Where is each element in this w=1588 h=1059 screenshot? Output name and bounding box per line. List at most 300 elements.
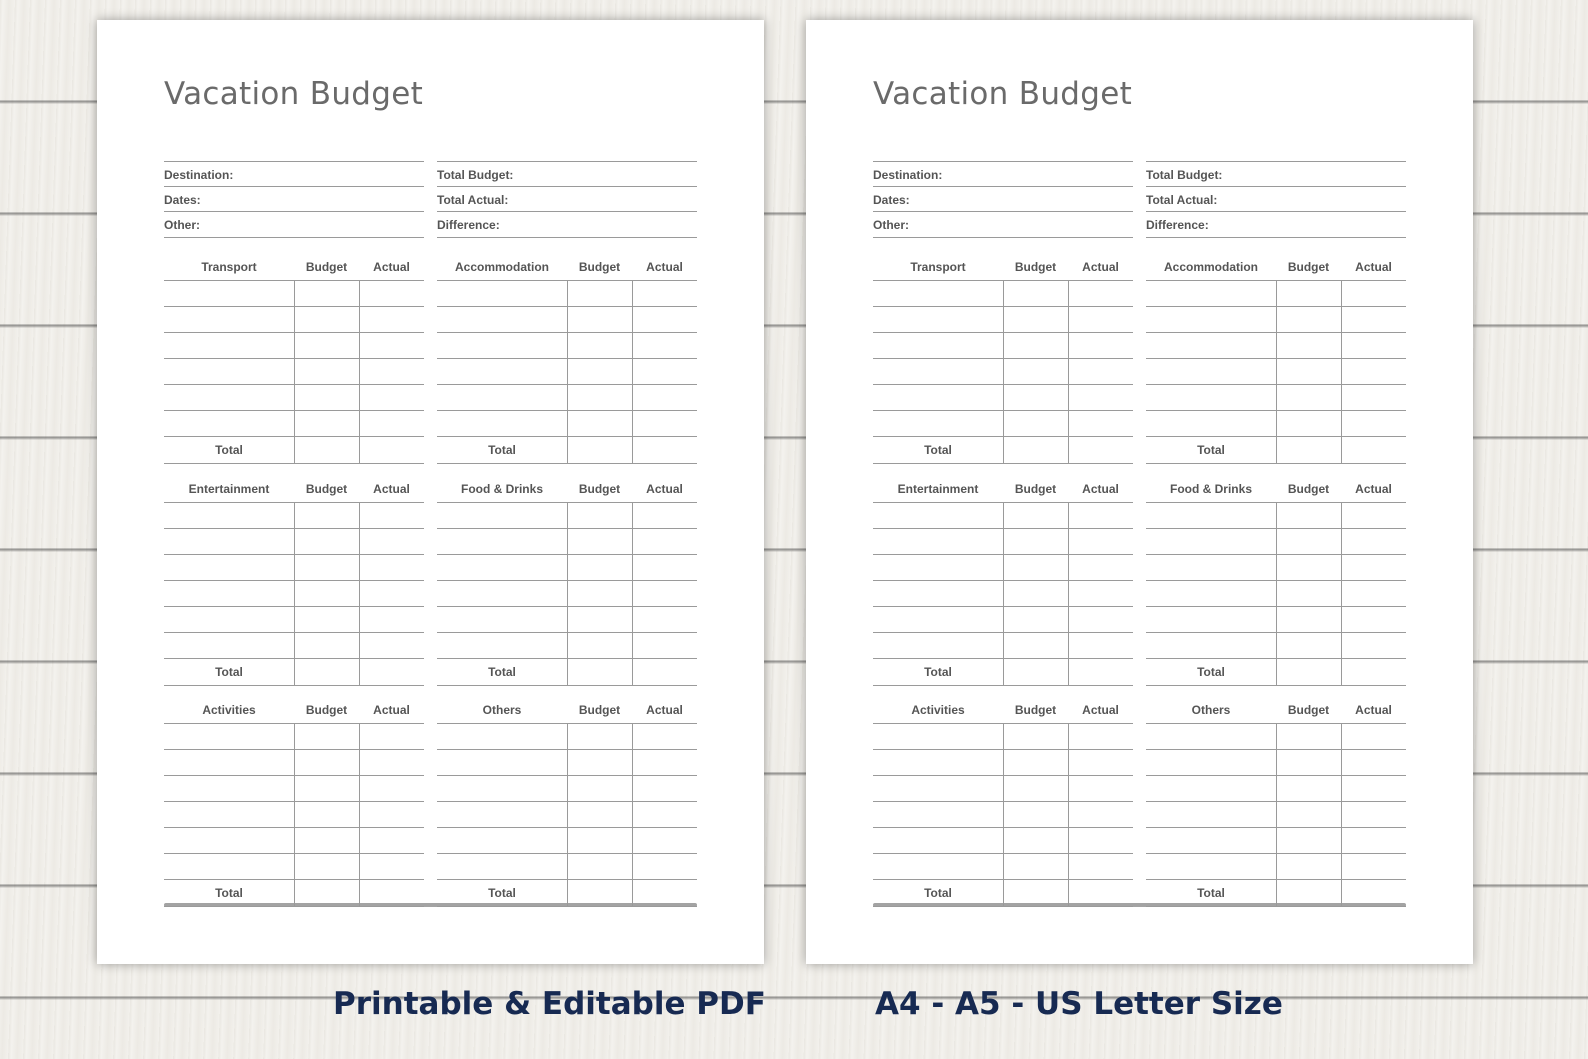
budget-cell[interactable] [294,581,359,606]
actual-cell[interactable] [1341,333,1406,358]
budget-cell[interactable] [1276,385,1341,410]
budget-cell[interactable] [294,281,359,306]
budget-cell[interactable] [567,359,632,384]
actual-cell[interactable] [1068,854,1133,879]
actual-cell[interactable] [632,581,697,606]
actual-cell[interactable] [632,724,697,749]
actual-cell[interactable] [1341,503,1406,528]
item-cell[interactable] [437,281,567,306]
budget-cell[interactable] [294,503,359,528]
item-cell[interactable] [1146,307,1276,332]
actual-cell[interactable] [1068,581,1133,606]
table-header [437,474,697,502]
budget-cell[interactable] [294,333,359,358]
actual-total-cell[interactable] [1068,880,1133,906]
table-row [437,853,697,879]
actual-cell[interactable] [359,607,424,632]
budget-cell[interactable] [1003,529,1068,554]
item-cell[interactable] [873,854,1003,879]
budget-cell[interactable] [1276,529,1341,554]
budget-header: Budget [1014,482,1057,496]
table-row [873,749,1133,775]
budget-cell[interactable] [1276,802,1341,827]
item-cell[interactable] [1146,724,1276,749]
actual-total-cell[interactable] [359,880,424,906]
item-cell[interactable] [1146,411,1276,436]
budget-total-cell[interactable] [567,659,632,685]
budget-cell[interactable] [1003,776,1068,801]
table-row [1146,358,1406,384]
budget-cell[interactable] [1003,333,1068,358]
table-row [873,528,1133,554]
actual-cell[interactable] [632,854,697,879]
item-cell[interactable] [164,359,294,384]
actual-cell[interactable] [1068,802,1133,827]
budget-cell[interactable] [1003,633,1068,658]
other-label: Other: [873,211,1133,238]
table-row [164,502,424,528]
actual-total-cell[interactable] [1068,659,1133,685]
item-cell[interactable] [873,750,1003,775]
actual-total-cell[interactable] [1068,437,1133,463]
actual-cell[interactable] [359,385,424,410]
actual-cell[interactable] [359,750,424,775]
item-cell[interactable] [1146,359,1276,384]
actual-cell[interactable] [1068,503,1133,528]
total-row [164,436,424,464]
total-row [1146,436,1406,464]
actual-cell[interactable] [359,802,424,827]
item-cell[interactable] [1146,828,1276,853]
actual-cell[interactable] [1068,281,1133,306]
budget-cell[interactable] [1003,828,1068,853]
actual-total-cell[interactable] [632,659,697,685]
actual-cell[interactable] [632,633,697,658]
table-row [437,410,697,436]
total-row [437,436,697,464]
item-cell[interactable] [873,581,1003,606]
item-cell[interactable] [1146,555,1276,580]
item-cell[interactable] [437,581,567,606]
actual-cell[interactable] [1341,385,1406,410]
category-header: Activities [202,703,256,717]
table-row [164,775,424,801]
actual-total-cell[interactable] [1341,880,1406,906]
budget-total-cell[interactable] [1003,437,1068,463]
actual-cell[interactable] [1341,828,1406,853]
total-label: Total [215,443,243,457]
dates-label: Dates: [164,186,424,211]
item-cell[interactable] [1146,776,1276,801]
table-row [437,749,697,775]
category-header: Food & Drinks [460,482,543,496]
actual-cell[interactable] [632,750,697,775]
table-row [1146,749,1406,775]
budget-total-cell[interactable] [294,659,359,685]
actual-cell[interactable] [1068,555,1133,580]
item-cell[interactable] [873,607,1003,632]
table-row [873,853,1133,879]
budget-cell[interactable] [294,802,359,827]
budget-cell[interactable] [1276,750,1341,775]
actual-cell[interactable] [1068,385,1133,410]
item-cell[interactable] [1146,802,1276,827]
actual-cell[interactable] [1341,411,1406,436]
budget-cell[interactable] [1276,581,1341,606]
item-cell[interactable] [1146,607,1276,632]
item-cell[interactable] [164,724,294,749]
budget-cell[interactable] [1276,503,1341,528]
budget-cell[interactable] [567,333,632,358]
total-label: Total [924,665,952,679]
info-fields-left [873,161,1133,238]
table-row [1146,384,1406,410]
table-row [873,723,1133,749]
table-row [437,606,697,632]
budget-cell[interactable] [1003,750,1068,775]
actual-cell[interactable] [1341,607,1406,632]
budget-cell[interactable] [1003,385,1068,410]
budget-cell[interactable] [567,281,632,306]
budget-cell[interactable] [567,307,632,332]
budget-cell[interactable] [1276,555,1341,580]
total-budget-label: Total Budget: [437,161,697,186]
budget-cell[interactable] [294,750,359,775]
item-cell[interactable] [873,529,1003,554]
actual-total-cell[interactable] [1341,437,1406,463]
actual-cell[interactable] [1341,307,1406,332]
item-cell[interactable] [437,828,567,853]
total-row [437,879,697,907]
other-label: Other: [164,211,424,238]
actual-cell[interactable] [1341,529,1406,554]
item-cell[interactable] [437,724,567,749]
budget-cell[interactable] [1003,854,1068,879]
actual-cell[interactable] [1068,529,1133,554]
budget-table [1146,695,1406,907]
item-cell[interactable] [164,828,294,853]
actual-cell[interactable] [632,385,697,410]
item-cell[interactable] [437,802,567,827]
actual-cell[interactable] [359,503,424,528]
actual-cell[interactable] [359,529,424,554]
table-row [164,801,424,827]
budget-cell[interactable] [567,802,632,827]
table-row [437,280,697,306]
budget-total-cell[interactable] [1276,659,1341,685]
actual-total-cell[interactable] [359,437,424,463]
item-cell[interactable] [164,750,294,775]
budget-total-cell[interactable] [1276,437,1341,463]
item-cell[interactable] [437,750,567,775]
actual-cell[interactable] [1341,359,1406,384]
category-header: Accommodation [1163,260,1258,274]
item-cell[interactable] [1146,281,1276,306]
item-cell[interactable] [437,529,567,554]
actual-cell[interactable] [1068,307,1133,332]
actual-cell[interactable] [1341,854,1406,879]
actual-cell[interactable] [1068,633,1133,658]
item-cell[interactable] [873,411,1003,436]
category-header: Food & Drinks [1169,482,1252,496]
actual-cell[interactable] [1068,724,1133,749]
item-cell[interactable] [1146,503,1276,528]
actual-cell[interactable] [632,307,697,332]
budget-cell[interactable] [1276,359,1341,384]
actual-cell[interactable] [1341,555,1406,580]
budget-total-cell[interactable] [1276,880,1341,906]
actual-cell[interactable] [359,581,424,606]
item-cell[interactable] [1146,581,1276,606]
table-row [1146,554,1406,580]
item-cell[interactable] [164,529,294,554]
item-cell[interactable] [437,307,567,332]
actual-cell[interactable] [632,411,697,436]
budget-header: Budget [1014,260,1057,274]
item-cell[interactable] [873,281,1003,306]
budget-cell[interactable] [1003,281,1068,306]
budget-cell[interactable] [1276,307,1341,332]
table-header [437,252,697,280]
budget-cell[interactable] [294,555,359,580]
table-row [873,580,1133,606]
actual-cell[interactable] [632,828,697,853]
budget-cell[interactable] [1276,724,1341,749]
item-cell[interactable] [437,333,567,358]
actual-cell[interactable] [1068,411,1133,436]
table-row [437,775,697,801]
budget-cell[interactable] [567,776,632,801]
actual-cell[interactable] [359,555,424,580]
budget-cell[interactable] [294,828,359,853]
budget-cell[interactable] [1276,411,1341,436]
actual-cell[interactable] [359,411,424,436]
budget-cell[interactable] [294,633,359,658]
item-cell[interactable] [437,555,567,580]
item-cell[interactable] [873,776,1003,801]
total-label: Total [924,886,952,900]
budget-cell[interactable] [294,385,359,410]
actual-cell[interactable] [1341,581,1406,606]
budget-cell[interactable] [567,503,632,528]
actual-cell[interactable] [359,633,424,658]
actual-cell[interactable] [632,333,697,358]
actual-total-cell[interactable] [632,437,697,463]
actual-total-cell[interactable] [632,880,697,906]
actual-cell[interactable] [632,555,697,580]
actual-cell[interactable] [1068,607,1133,632]
item-cell[interactable] [873,802,1003,827]
total-label: Total [488,665,516,679]
item-cell[interactable] [873,828,1003,853]
item-cell[interactable] [164,411,294,436]
table-row [873,554,1133,580]
item-cell[interactable] [1146,385,1276,410]
actual-cell[interactable] [1068,750,1133,775]
budget-cell[interactable] [567,555,632,580]
budget-cell[interactable] [1003,359,1068,384]
item-cell[interactable] [437,854,567,879]
item-cell[interactable] [873,555,1003,580]
item-cell[interactable] [437,503,567,528]
item-cell[interactable] [164,503,294,528]
actual-cell[interactable] [1341,633,1406,658]
item-cell[interactable] [1146,854,1276,879]
budget-cell[interactable] [1003,503,1068,528]
actual-cell[interactable] [359,776,424,801]
table-row [437,580,697,606]
budget-total-cell[interactable] [567,880,632,906]
budget-cell[interactable] [1003,802,1068,827]
budget-cell[interactable] [294,359,359,384]
budget-total-cell[interactable] [1003,880,1068,906]
budget-cell[interactable] [1276,333,1341,358]
table-row [873,332,1133,358]
item-cell[interactable] [164,854,294,879]
budget-cell[interactable] [1276,854,1341,879]
budget-cell[interactable] [567,529,632,554]
actual-cell[interactable] [632,503,697,528]
item-cell[interactable] [873,359,1003,384]
item-cell[interactable] [437,607,567,632]
budget-total-cell[interactable] [294,880,359,906]
page-title: Vacation Budget [164,76,424,112]
item-cell[interactable] [164,607,294,632]
actual-cell[interactable] [1341,802,1406,827]
budget-cell[interactable] [567,411,632,436]
actual-header: Actual [373,703,410,717]
item-cell[interactable] [164,802,294,827]
item-cell[interactable] [164,307,294,332]
item-cell[interactable] [164,281,294,306]
actual-cell[interactable] [1341,281,1406,306]
budget-total-cell[interactable] [567,437,632,463]
budget-cell[interactable] [1003,581,1068,606]
total-label: Total [488,443,516,457]
table-row [873,358,1133,384]
table-row [873,775,1133,801]
item-cell[interactable] [1146,529,1276,554]
budget-cell[interactable] [567,385,632,410]
table-row [164,749,424,775]
item-cell[interactable] [1146,333,1276,358]
budget-table [873,695,1133,907]
item-cell[interactable] [437,776,567,801]
actual-total-cell[interactable] [1341,659,1406,685]
table-header [164,252,424,280]
budget-cell[interactable] [567,724,632,749]
budget-cell[interactable] [1003,607,1068,632]
info-fields-right [1146,161,1406,238]
actual-cell[interactable] [1341,776,1406,801]
actual-cell[interactable] [1068,828,1133,853]
budget-cell[interactable] [1003,307,1068,332]
budget-cell[interactable] [1003,411,1068,436]
budget-cell[interactable] [567,581,632,606]
info-fields-left [164,161,424,238]
item-cell[interactable] [437,633,567,658]
actual-cell[interactable] [359,854,424,879]
actual-cell[interactable] [1068,359,1133,384]
budget-total-cell[interactable] [294,437,359,463]
actual-cell[interactable] [359,359,424,384]
actual-cell[interactable] [632,281,697,306]
budget-cell[interactable] [1276,776,1341,801]
item-cell[interactable] [164,555,294,580]
item-cell[interactable] [873,633,1003,658]
actual-cell[interactable] [359,828,424,853]
budget-cell[interactable] [1276,281,1341,306]
item-cell[interactable] [437,385,567,410]
item-cell[interactable] [873,307,1003,332]
budget-cell[interactable] [567,854,632,879]
actual-total-cell[interactable] [359,659,424,685]
actual-cell[interactable] [1341,750,1406,775]
actual-cell[interactable] [359,724,424,749]
actual-cell[interactable] [632,776,697,801]
budget-header: Budget [1287,703,1330,717]
total-label: Total [924,443,952,457]
actual-cell[interactable] [359,307,424,332]
budget-cell[interactable] [1276,607,1341,632]
item-cell[interactable] [164,333,294,358]
budget-cell[interactable] [294,724,359,749]
item-cell[interactable] [873,385,1003,410]
total-label: Total [488,886,516,900]
actual-cell[interactable] [1341,724,1406,749]
total-row [873,879,1133,907]
item-cell[interactable] [164,776,294,801]
item-cell[interactable] [1146,750,1276,775]
item-cell[interactable] [873,333,1003,358]
budget-cell[interactable] [567,633,632,658]
budget-cell[interactable] [294,411,359,436]
budget-cell[interactable] [567,828,632,853]
budget-cell[interactable] [294,529,359,554]
item-cell[interactable] [164,633,294,658]
budget-cell[interactable] [567,607,632,632]
actual-cell[interactable] [632,802,697,827]
item-cell[interactable] [437,359,567,384]
item-cell[interactable] [437,411,567,436]
item-cell[interactable] [873,503,1003,528]
actual-cell[interactable] [632,607,697,632]
table-row [437,632,697,658]
actual-cell[interactable] [1068,333,1133,358]
budget-cell[interactable] [567,750,632,775]
actual-cell[interactable] [359,281,424,306]
budget-total-cell[interactable] [1003,659,1068,685]
budget-cell[interactable] [294,607,359,632]
budget-cell[interactable] [1003,724,1068,749]
item-cell[interactable] [164,581,294,606]
item-cell[interactable] [164,385,294,410]
actual-cell[interactable] [632,359,697,384]
budget-cell[interactable] [1276,828,1341,853]
actual-cell[interactable] [632,529,697,554]
budget-cell[interactable] [1276,633,1341,658]
budget-cell[interactable] [294,307,359,332]
actual-cell[interactable] [1068,776,1133,801]
item-cell[interactable] [1146,633,1276,658]
budget-cell[interactable] [294,776,359,801]
table-header [1146,252,1406,280]
actual-cell[interactable] [359,333,424,358]
item-cell[interactable] [873,724,1003,749]
budget-table [1146,474,1406,686]
budget-cell[interactable] [1003,555,1068,580]
budget-cell[interactable] [294,854,359,879]
